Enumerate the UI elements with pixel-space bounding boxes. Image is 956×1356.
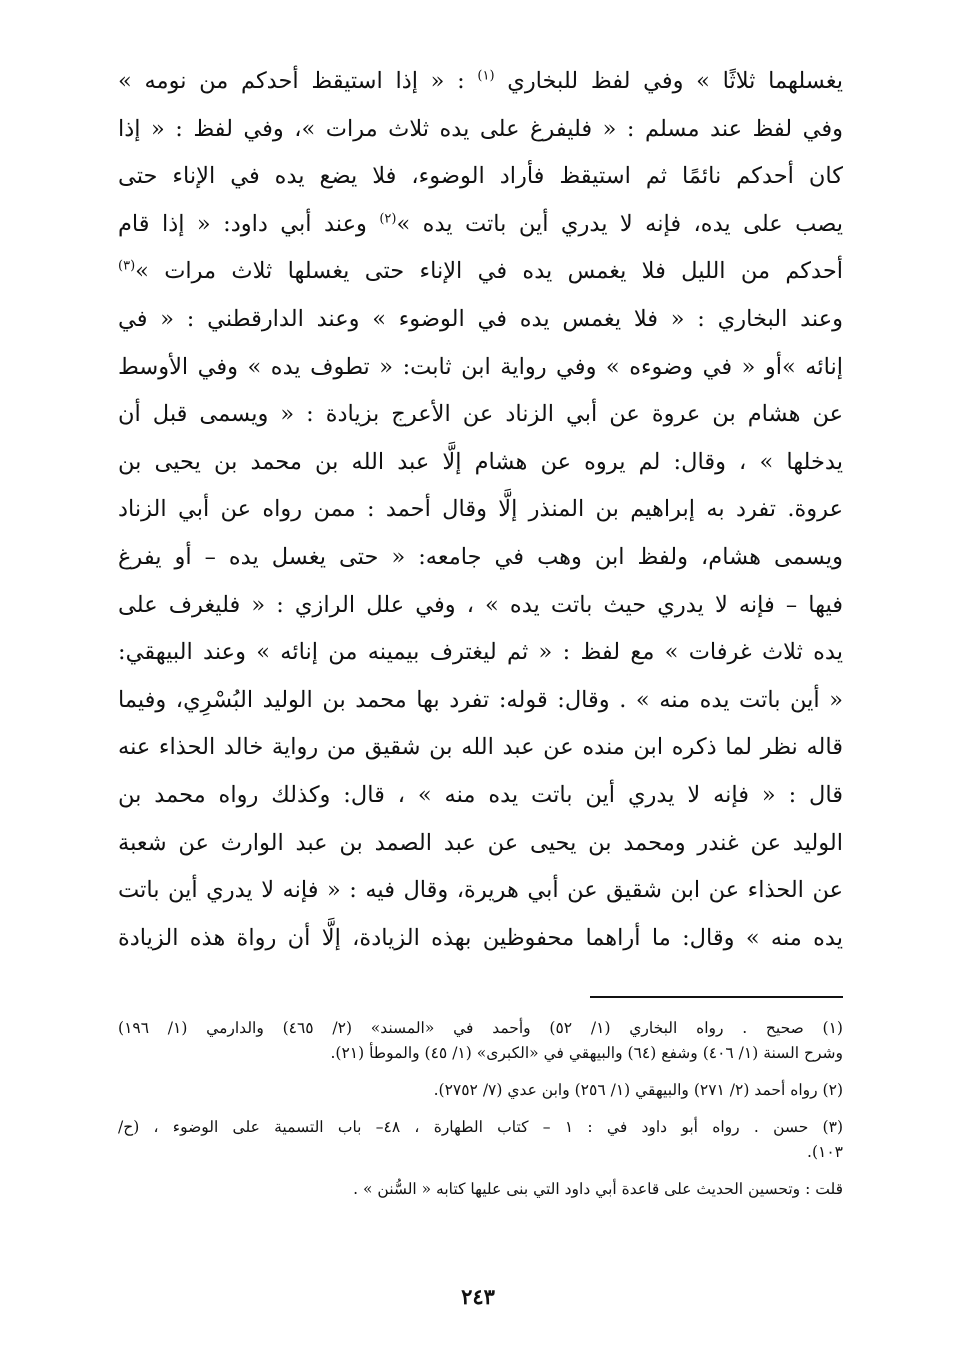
text-line: يدخلها » ، وقال: لم يروه عن هشام إلَّا عبد الله بن محمد بن يحيى بن (118, 448, 843, 475)
text-line: يغسلهما ثلاثًا » وفي لفظ للبخاري $^{(١)}$ : « إذا استيقظ أحدكم من نومه » (118, 68, 843, 94)
text-line: يده ثلاث غرفات » مع لفظ : « ثم ليغترف بيمينه من إنائه » وعند البيهقي: (118, 639, 843, 666)
text-line: قاله نظر لما ذكره ابن منده عن عبد الله بن شقيق من رواية خالد الحذاء عنه (118, 734, 843, 761)
text-line: ويسمى هشام، ولفظ ابن وهب في جامعه: « حتى يغسل يده – أو يفرغ (118, 543, 843, 570)
footnote-2 (118, 1078, 843, 1103)
footnote-ref[interactable]: (١) (477, 68, 495, 84)
text-line: « أين باتت يده منه » . وقال: قوله: تفرد بها محمد بن الوليد البُسْرِي، وفيما (118, 686, 843, 713)
main-text (118, 58, 843, 962)
footnote-line: (٣) حسن . رواه أبو داود في : ١ – كتاب الطهارة ، ٤٨– باب التسمية على الوضوء ، (ح/ (118, 1118, 843, 1136)
text-line: فيها – فإنه لا يدري حيث باتت يده » ، وفي علل الرازي : « فليغرف على (118, 591, 843, 618)
footnotes (118, 1016, 843, 1202)
page-number: ٢٤٣ (461, 1284, 495, 1309)
text-line: يصب على يده، فإنه لا يدري أين باتت يده »$^{(٢)}$ وعند أبي داود: « إذا قام (118, 210, 843, 237)
editor-note: قلت : وتحسين الحديث على قاعدة أبي داود التي بنى عليها كتابه « السُّنن » . (353, 1180, 843, 1198)
text-line: عروة. تفرد به إبراهيم بن المنذر إلَّا وقال أحمد : ممن رواه عن أبي الزناد (118, 496, 843, 523)
footnote-ref[interactable]: (٣) (118, 258, 136, 274)
footnote-line: وشرح السنة (١/ ٤٠٦) وشفع (٦٤) والبيهقي في «الكبرى» (١/ ٤٥) والموطأ (٢١). (330, 1044, 843, 1062)
footnote-ref[interactable]: (٢) (379, 211, 397, 227)
text-line: قال : « فإنه لا يدري أين باتت يده منه » ، قال: وكذلك رواه محمد بن (118, 781, 843, 808)
text-line: الوليد عن غندر ومحمد بن يحيى عن عبد الصمد بن عبد الوارث عن شعبة (118, 829, 843, 856)
text-line: عن الحذاء عن ابن شقيق عن أبي هريرة، وقال فيه : « فإنه لا يدري أين باتت (118, 877, 843, 904)
text-line: وعند البخاري : « فلا يغمس يده في الوضوء » وعند الدارقطني : « في (118, 305, 843, 332)
text-line: عن هشام بن عروة عن أبي الزناد عن الأعرج بزيادة : « ويسمى قبل أن (118, 401, 843, 428)
footnote-3 (118, 1115, 843, 1165)
footnote-separator (590, 996, 843, 998)
text-line: أحدكم من الليل فلا يغمس يده في الإناء حتى يغسلها ثلاث مرات »$^{(٣)}$ (118, 258, 843, 285)
footnote-line: (٢) رواه أحمد (٢/ ٢٧١) والبيهقي (١/ ٢٥٦) وابن عدي (٧/ ٢٧٥٢). (433, 1081, 843, 1099)
text-line: كان أحدكم نائمًا ثم استيقظ فأراد الوضوء، فلا يضع يده في الإناء حتى (118, 163, 843, 190)
page-content (118, 58, 843, 1198)
text-line: وفي لفظ عند مسلم : « فليفرغ على يده ثلاث مرات »، وفي لفظ : « إذا (118, 115, 843, 142)
text-line: إنائه »أو « في وضوءه » وفي رواية ابن ثابت: « تطوف يده » وفي الأوسط (118, 353, 843, 380)
footnote-1 (118, 1016, 843, 1066)
text-line: يده منه » وقال: ما أراهما محفوظين بهذه الزيادة، إلَّا أن رواة هذه الزيادة (118, 924, 843, 951)
footnote-line: (١) صحيح . رواه البخاري (١/ ٥٢) وأحمد في «المسند» (٢/ ٤٦٥) والدارمي (١/ ١٩٦) (118, 1019, 843, 1037)
footnote-line: ١٠٣). (807, 1143, 843, 1161)
